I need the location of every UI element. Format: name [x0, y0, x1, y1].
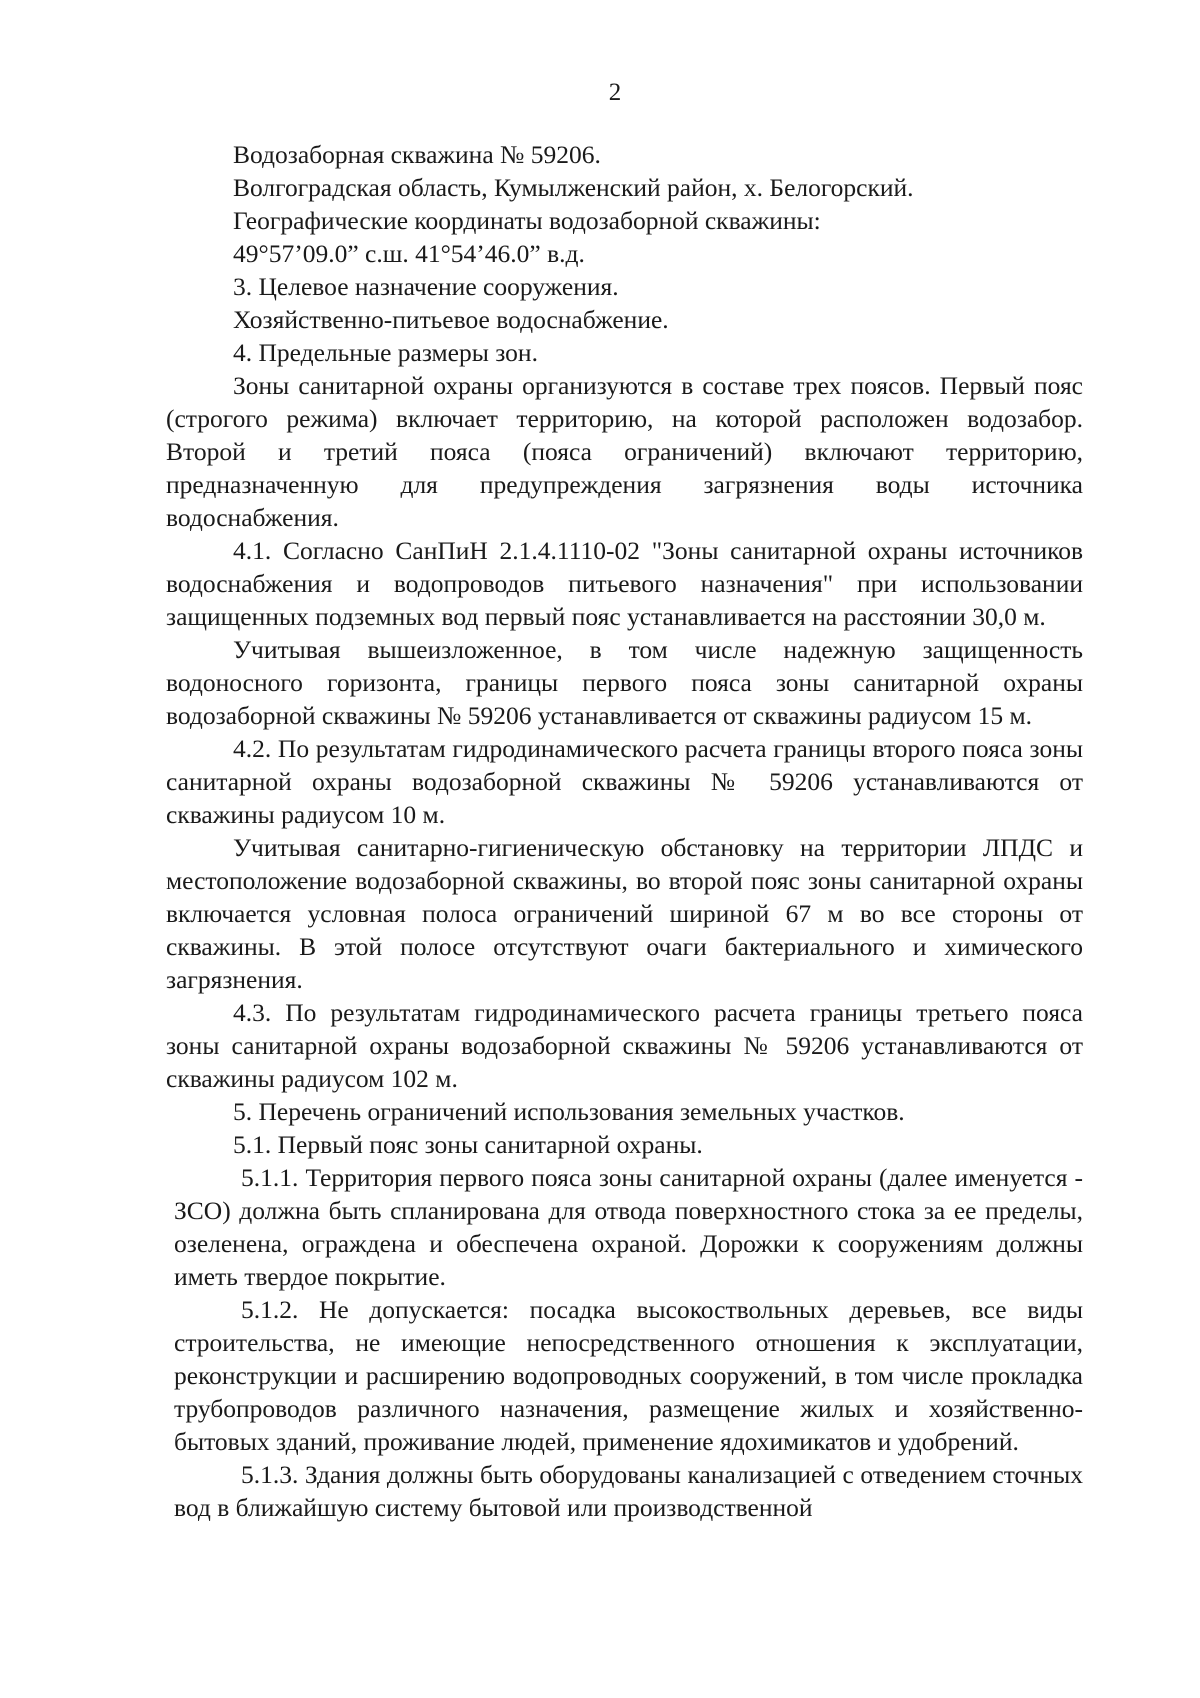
paragraph-4-1: 4.1. Согласно СанПиН 2.1.4.1110-02 "Зоны санитарной охраны источников водоснабжения и водопроводов питьевого назначения" при использовании защищенных подземных вод первый пояс устанавливается на расстоянии 30,0 м. — [166, 536, 1083, 631]
document-body — [166, 138, 1083, 1524]
coords-heading: Географические координаты водозаборной скважины: — [233, 206, 821, 235]
well-title: Водозаборная скважина № 59206. — [233, 140, 601, 169]
paragraph-zones: Зоны санитарной охраны организуются в составе трех поясов. Первый пояс (строгого режима) включает территорию, на которой расположен водозабор. Второй и третий пояса (пояса ограничений) включают территорию, предназначенную для предупреждения загрязнения воды источника водоснабжения. — [166, 371, 1083, 532]
paragraph-5-1-2: 5.1.2. Не допускается: посадка высокоствольных деревьев, все виды строительства, не имеющие непосредственного отношения к эксплуатации, реконструкции и расширению водопроводных сооружений, в том числе прокладка трубопроводов различного назначения, размещение жилых и хозяйственно-бытовых зданий, проживание людей, применение ядохимикатов и удобрений. — [174, 1295, 1083, 1456]
section4-heading: 4. Предельные размеры зон. — [233, 338, 538, 367]
lower-block — [166, 1161, 1083, 1524]
paragraph-4-3: 4.3. По результатам гидродинамического расчета границы третьего пояса зоны санитарной охраны водозаборной скважины № 59206 устанавливаются от скважины радиусом 102 м. — [166, 998, 1083, 1093]
paragraph-5: 5. Перечень ограничений использования земельных участков. — [233, 1097, 905, 1126]
paragraph-5-1-3: 5.1.3. Здания должны быть оборудованы канализацией с отведением сточных вод в ближайшую систему бытовой или производственной — [174, 1460, 1083, 1522]
page-number: 2 — [608, 79, 622, 106]
coords-value: 49°57’09.0” с.ш. 41°54’46.0” в.д. — [233, 239, 585, 268]
paragraph-5-1-1: 5.1.1. Территория первого пояса зоны санитарной охраны (далее именуется - ЗСО) должна быть спланирована для отвода поверхностного стока за ее пределы, озеленена, ограждена и обеспечена охраной. Дорожки к сооружениям должны иметь твердое покрытие. — [174, 1163, 1083, 1291]
paragraph-4-1-b: Учитывая вышеизложенное, в том числе надежную защищенность водоносного горизонта, границы первого пояса зоны санитарной охраны водозаборной скважины № 59206 устанавливается от скважины радиусом 15 м. — [166, 635, 1083, 730]
section3-heading: 3. Целевое назначение сооружения. — [233, 272, 619, 301]
location-line: Волгоградская область, Кумылженский район, х. Белогорский. — [233, 173, 914, 202]
section3-value: Хозяйственно-питьевое водоснабжение. — [233, 305, 669, 334]
paragraph-5-1: 5.1. Первый пояс зоны санитарной охраны. — [233, 1130, 703, 1159]
paragraph-4-2: 4.2. По результатам гидродинамического расчета границы второго пояса зоны санитарной охраны водозаборной скважины № 59206 устанавливаются от скважины радиусом 10 м. — [166, 734, 1083, 829]
paragraph-4-2-b: Учитывая санитарно-гигиеническую обстановку на территории ЛПДС и местоположение водозаборной скважины, во второй пояс зоны санитарной охраны включается условная полоса ограничений шириной 67 м во все стороны от скважины. В этой полосе отсутствуют очаги бактериального и химического загрязнения. — [166, 833, 1083, 994]
